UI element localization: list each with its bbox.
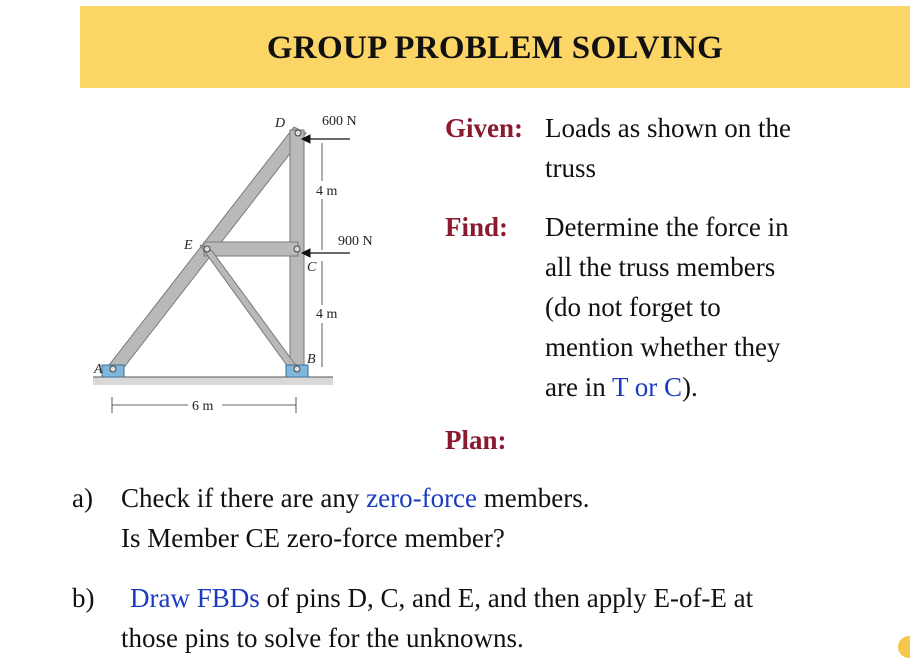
- plan-b-line2: those pins to solve for the unknowns.: [121, 623, 524, 653]
- title-bar: [80, 6, 910, 88]
- find-label: Find:: [445, 212, 509, 242]
- find-line2: all the truss members: [545, 252, 776, 282]
- member-EB: [200, 245, 300, 371]
- tension-symbol: T: [611, 372, 628, 402]
- plan-a-line1: [121, 478, 590, 518]
- plan-a-marker: a): [72, 483, 93, 513]
- load-label-900: 900 N: [338, 234, 373, 249]
- dim-label-base: 6 m: [192, 399, 214, 414]
- plan-label: Plan:: [445, 425, 507, 455]
- plan-b-marker: b): [72, 583, 95, 613]
- given-label: Given:: [445, 113, 523, 143]
- plan-a-line1-suffix: members.: [477, 483, 590, 513]
- joint-label-A: A: [94, 362, 103, 377]
- draw-fbds-highlight: Draw FBDs: [130, 583, 260, 613]
- dim-label-upper: 4 m: [316, 184, 338, 199]
- pin-C: [294, 246, 300, 252]
- ground: [93, 377, 333, 385]
- joint-label-B: B: [307, 352, 316, 367]
- support-B: [286, 365, 308, 377]
- plan-a-line1-prefix: Check if there are any: [121, 483, 367, 513]
- page-title: GROUP PROBLEM SOLVING: [266, 30, 724, 66]
- find-line5-suffix: ).: [682, 372, 698, 402]
- given-text-line1: Loads as shown on the: [545, 113, 791, 143]
- member-EC: [204, 242, 298, 256]
- corner-decoration: [898, 636, 910, 658]
- plan-b-line1-suffix: of pins D, C, and E, and then apply E-of-E at: [259, 583, 754, 613]
- joint-label-C: C: [307, 260, 317, 275]
- find-line5: [545, 367, 698, 407]
- find-line1: Determine the force in: [545, 212, 789, 242]
- find-line5-prefix: are in: [545, 372, 612, 402]
- given-text-line2: truss: [545, 153, 597, 183]
- plan-b-line1: [130, 578, 753, 618]
- load-label-600: 600 N: [322, 114, 357, 129]
- supports: [102, 365, 308, 377]
- joint-label-E: E: [184, 238, 193, 253]
- support-A: [102, 365, 124, 377]
- compression-symbol: C: [664, 372, 683, 402]
- find-line3: (do not forget to: [545, 292, 721, 322]
- joint-label-D: D: [275, 116, 286, 131]
- find-line4: mention whether they: [545, 332, 781, 362]
- zero-force-highlight: zero-force: [366, 483, 478, 513]
- truss-figure: [88, 105, 398, 435]
- pin-D: [295, 130, 301, 136]
- pin-E: [204, 246, 210, 252]
- dim-label-lower: 4 m: [316, 307, 338, 322]
- or-text: or: [628, 372, 664, 402]
- plan-a-line2: Is Member CE zero-force member?: [121, 523, 505, 553]
